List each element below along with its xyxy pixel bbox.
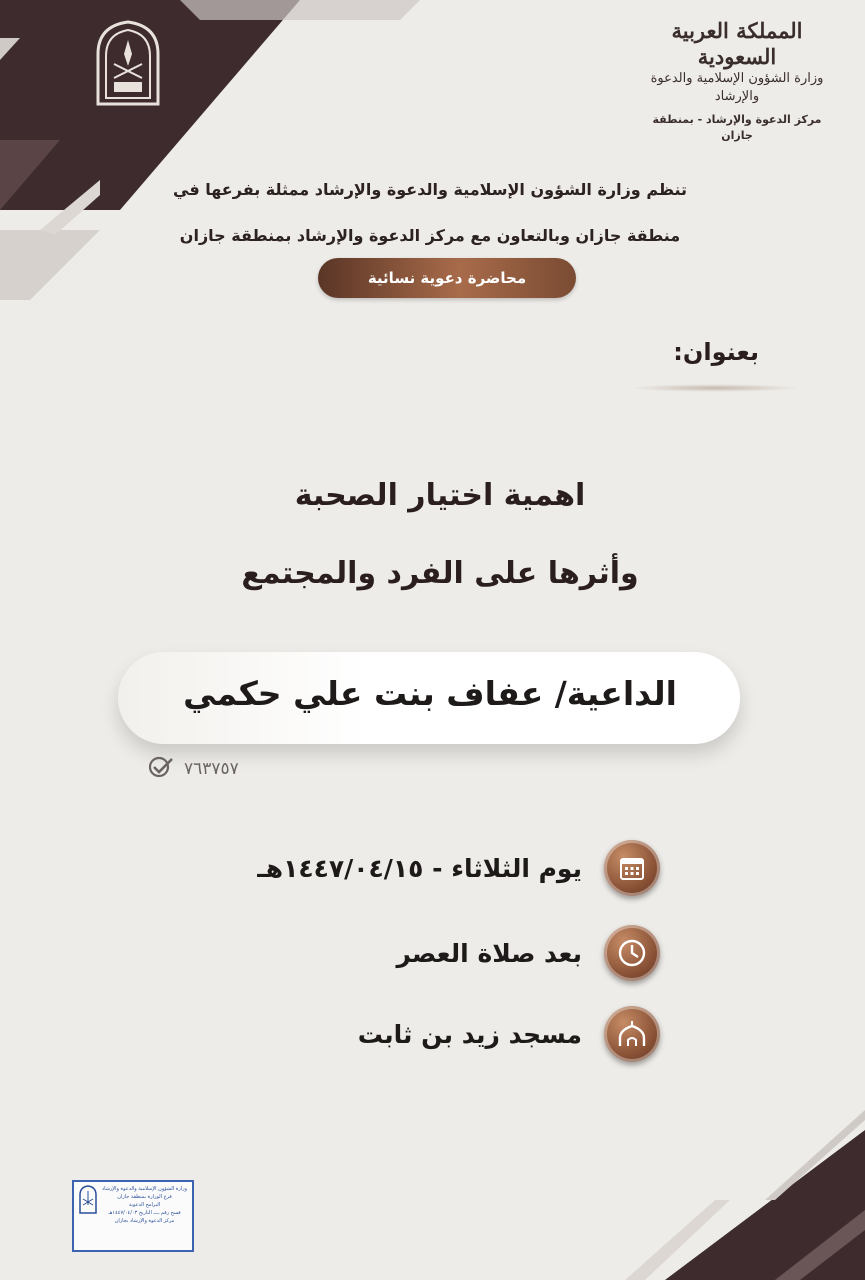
stamp-line-2: فرع الوزارة بمنطقة جازان xyxy=(117,1194,172,1200)
title-label: بعنوان: xyxy=(673,338,759,366)
ministry-emblem xyxy=(92,20,164,106)
stamp-line-5: مركز الدعوة والإرشاد بجازان xyxy=(114,1218,175,1224)
kingdom-header xyxy=(637,18,837,144)
lecture-title-line-2: وأثرها على الفرد والمجتمع xyxy=(241,556,639,591)
clock-icon xyxy=(604,925,660,981)
intro-line-2: منطقة جازان وبالتعاون مع مركز الدعوة والإرشاد بمنطقة جازان xyxy=(179,226,681,245)
approval-code xyxy=(148,756,239,782)
check-circle-icon xyxy=(148,756,174,783)
stamp-emblem xyxy=(78,1185,98,1215)
approval-stamp xyxy=(72,1180,194,1252)
date-text: يوم الثلاثاء - ١٤٤٧/٠٤/١٥هـ xyxy=(257,853,582,883)
approval-code-number: ٧٦٣٧٥٧ xyxy=(184,759,239,779)
speaker-name: الداعية/ عفاف بنت علي حكمي xyxy=(183,674,677,713)
ministry-name: وزارة الشؤون الإسلامية والدعوة والإرشاد xyxy=(650,71,824,104)
event-type-badge: محاضرة دعوية نسائية xyxy=(318,258,576,298)
stamp-line-3: البرامج الدعوية xyxy=(128,1202,161,1208)
location-row xyxy=(358,1006,660,1062)
kingdom-name: المملكة العربية السعودية xyxy=(671,18,803,69)
time-text: بعد صلاة العصر xyxy=(396,938,582,968)
lecture-title-line-1: اهمية اختيار الصحبة xyxy=(294,478,586,513)
location-text: مسجد زيد بن ثابت xyxy=(357,1019,582,1049)
mosque-icon xyxy=(604,1006,660,1062)
calendar-icon xyxy=(604,840,660,896)
time-row xyxy=(397,925,661,981)
intro-line-1: تنظم وزارة الشؤون الإسلامية والدعوة والإرشاد ممثلة بفرعها في xyxy=(173,180,687,199)
stamp-line-1: وزارة الشؤون الإسلامية والدعوة والإرشاد xyxy=(101,1186,188,1192)
stamp-line-4: فسح رقم ــــ التاريخ ١٤٤٧/٠٤/٠٣هـ xyxy=(108,1210,181,1216)
date-row xyxy=(257,840,660,896)
title-label-underline xyxy=(630,384,800,392)
center-name: مركز الدعوة والإرشاد - بمنطقة جازان xyxy=(652,113,822,142)
